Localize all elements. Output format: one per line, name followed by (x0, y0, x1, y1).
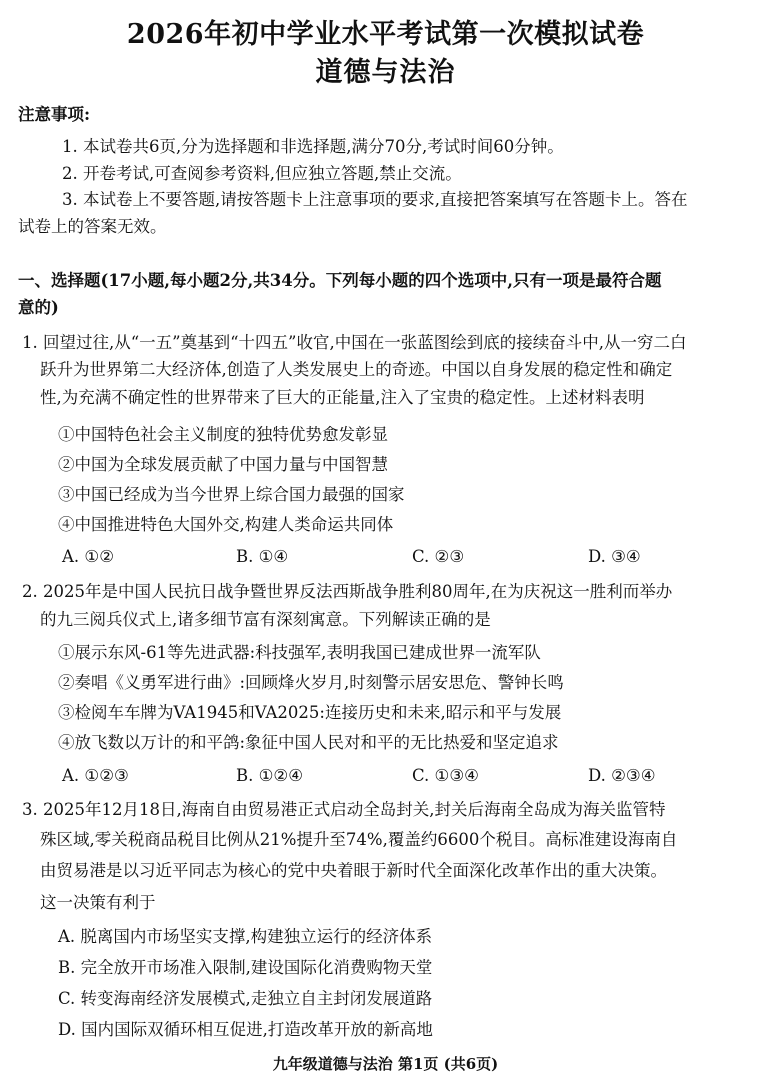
question-stem: 跃升为世界第二大经济体,创造了人类发展史上的奇迹。中国以自身发展的稳定性和确定 (40, 360, 673, 379)
option-a[interactable]: A. ①②③ (62, 766, 129, 785)
note-item: 1. 本试卷共6页,分为选择题和非选择题,满分70分,考试时间60分钟。 (62, 137, 564, 156)
exam-title: 2026年初中学业水平考试第一次模拟试卷 (126, 19, 645, 50)
question-stem: 这一决策有利于 (40, 893, 156, 912)
option-c[interactable]: C. ①③④ (412, 766, 479, 785)
option-d[interactable]: D. ③④ (588, 547, 641, 566)
option-c[interactable]: C. ②③ (412, 547, 465, 566)
page-footer: 九年级道德与法治 第1页 (共6页) (272, 1055, 499, 1073)
option-b[interactable]: B. 完全放开市场准入限制,建设国际化消费购物天堂 (58, 958, 433, 977)
statement: ③中国已经成为当今世界上综合国力最强的国家 (58, 485, 405, 504)
note-item: 试卷上的答案无效。 (18, 217, 167, 236)
option-b[interactable]: B. ①④ (236, 547, 289, 566)
option-b[interactable]: B. ①②④ (236, 766, 303, 785)
statement: ④中国推进特色大国外交,构建人类命运共同体 (58, 515, 394, 534)
section-heading: 一、选择题(17小题,每小题2分,共34分。下列每小题的四个选项中,只有一项是最符合题 (18, 271, 662, 290)
note-item: 2. 开卷考试,可查阅参考资料,但应独立答题,禁止交流。 (62, 164, 462, 183)
statement: ①展示东风-61等先进武器:科技强军,表明我国已建成世界一流军队 (58, 643, 541, 662)
question-stem: 由贸易港是以习近平同志为核心的党中央着眼于新时代全面深化改革作出的重大决策。 (40, 861, 667, 880)
exam-subject: 道德与法治 (315, 57, 456, 88)
option-d[interactable]: D. 国内国际双循环相互促进,打造改革开放的新高地 (58, 1020, 433, 1039)
statement: ③检阅车车牌为VA1945和VA2025:连接历史和未来,昭示和平与发展 (58, 703, 562, 722)
option-a[interactable]: A. 脱离国内市场坚实支撑,构建独立运行的经济体系 (58, 927, 433, 946)
statement: ②奏唱《义勇军进行曲》:回顾烽火岁月,时刻警示居安思危、警钟长鸣 (58, 673, 564, 692)
option-a[interactable]: A. ①② (62, 547, 114, 566)
statement: ②中国为全球发展贡献了中国力量与中国智慧 (58, 455, 388, 474)
question-stem: 2. 2025年是中国人民抗日战争暨世界反法西斯战争胜利80周年,在为庆祝这一胜利而举办 (22, 582, 673, 601)
question-stem: 性,为充满不确定性的世界带来了巨大的正能量,注入了宝贵的稳定性。上述材料表明 (40, 388, 645, 407)
option-d[interactable]: D. ②③④ (588, 766, 656, 785)
question-stem: 殊区域,零关税商品税目比例从21%提升至74%,覆盖约6600个税目。高标准建设海南自 (40, 830, 678, 849)
note-item: 3. 本试卷上不要答题,请按答题卡上注意事项的要求,直接把答案填写在答题卡上。答在 (62, 190, 688, 209)
statement: ①中国特色社会主义制度的独特优势愈发彰显 (58, 425, 388, 444)
question-stem: 3. 2025年12月18日,海南自由贸易港正式启动全岛封关,封关后海南全岛成为海关监管特 (22, 800, 666, 819)
section-heading: 意的) (18, 298, 59, 317)
statement: ④放飞数以万计的和平鸽:象征中国人民对和平的无比热爱和坚定追求 (58, 733, 559, 752)
notes-heading: 注意事项: (18, 105, 91, 124)
option-c[interactable]: C. 转变海南经济发展模式,走独立自主封闭发展道路 (58, 989, 433, 1008)
question-stem: 的九三阅兵仪式上,诸多细节富有深刻寓意。下列解读正确的是 (40, 610, 491, 629)
question-stem: 1. 回望过往,从“一五”奠基到“十四五”收官,中国在一张蓝图绘到底的接续奋斗中,从一穷二白 (22, 333, 687, 352)
